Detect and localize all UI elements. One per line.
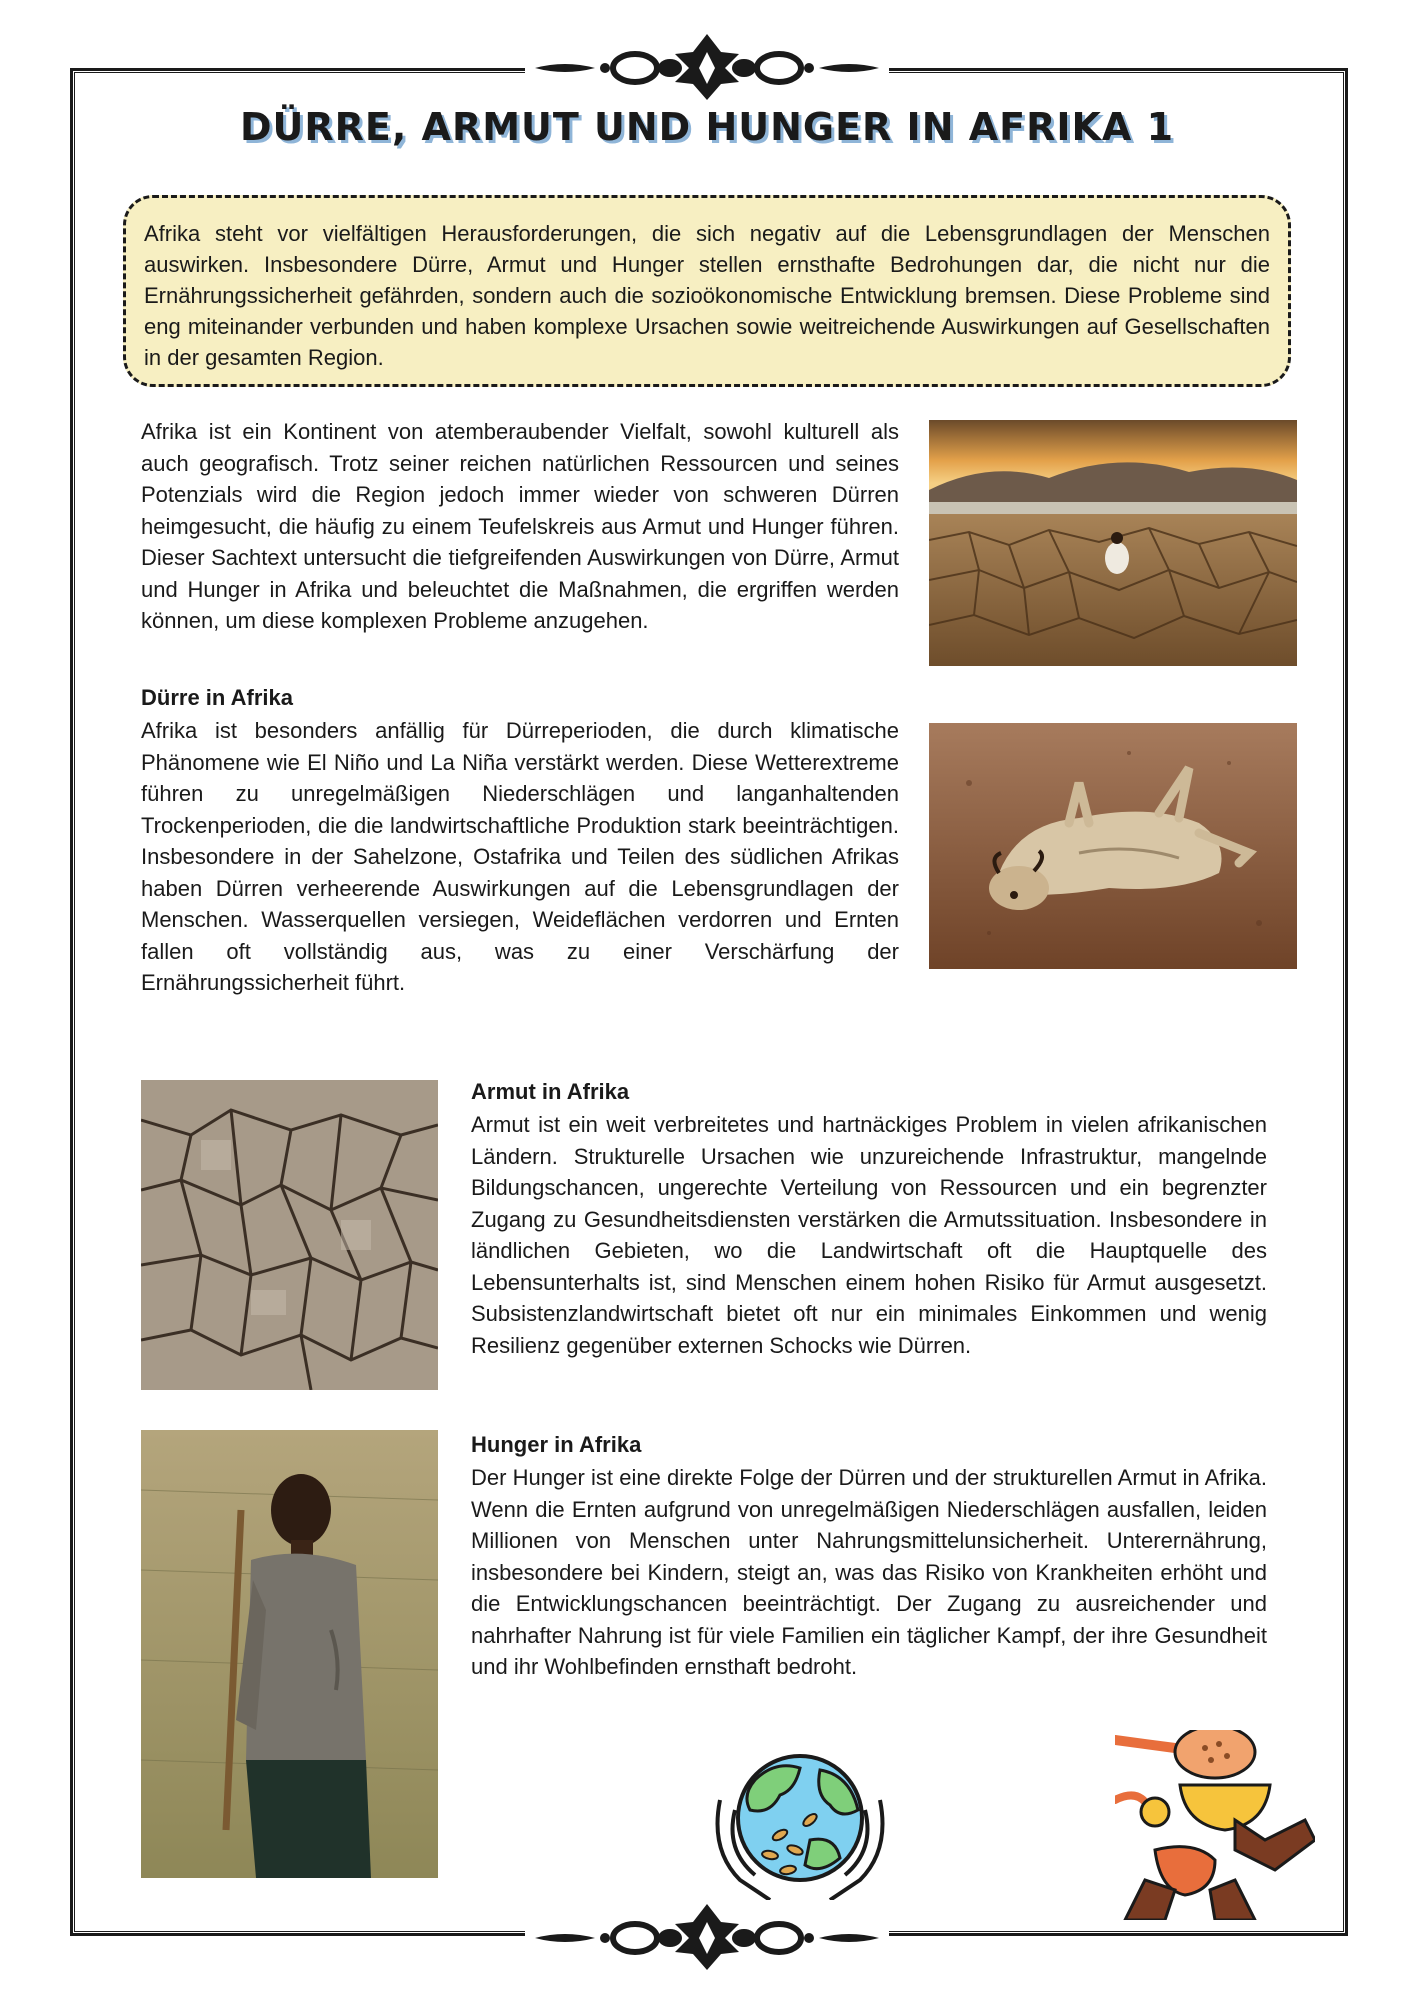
globe-in-hands-icon	[700, 1740, 900, 1900]
dead-cattle-photo	[929, 723, 1297, 969]
ornament-bottom-icon	[525, 1900, 889, 1970]
poverty-heading: Armut in Afrika	[471, 1079, 630, 1104]
intro-text: Afrika steht vor vielfältigen Herausforderungen, die sich negativ auf die Lebensgrundlagen der Menschen auswirken. Insbesondere Dürre, Armut und Hunger stellen ernsthafte Bedrohungen dar, die nicht nur die Ernährungssicherheit gefährden, sondern auch die sozioökonomische Entwicklung bremsen. Diese Probleme sind eng miteinander verbunden und haben komplexe Ursachen sowie weitreichende Auswirkungen auf Gesellschaften in der gesamten Region.	[144, 221, 1270, 370]
cracked-earth-photo	[141, 1080, 438, 1390]
page-title: DÜRRE, ARMUT UND HUNGER IN AFRIKA 1	[239, 105, 1175, 149]
hunger-text: Der Hunger ist eine direkte Folge der Dürren und der strukturellen Armut in Afrika. Wenn die Ernten aufgrund von unregelmäßigen Niederschlägen ausfallen, leiden Millionen von Menschen unter Nahrungsmittelunsicherheit. Unterernährung, insbesondere bei Kindern, steigt an, was das Risiko von Krankheiten erhöht und die Entwicklungschancen beeinträchtigt. Der Zugang zu ausreichender und nahrhafter Nahrung ist für viele Familien ein täglicher Kampf, der ihre Gesundheit und ihr Wohlbefinden ernsthaft bedroht.	[471, 1465, 1267, 1679]
child-photo	[141, 1430, 438, 1878]
hunger-heading: Hunger in Afrika	[471, 1432, 642, 1457]
drought-heading: Dürre in Afrika	[141, 685, 294, 710]
ornament-top-icon	[525, 30, 889, 100]
drought-text: Afrika ist besonders anfällig für Dürreperioden, die durch klimatische Phänomene wie El Niño und La Niña verstärkt werden. Diese Wetterextreme führen zu unregelmäßigen Niederschlägen und langanhaltenden Trockenperioden, die die landwirtschaftliche Produktion stark beeinträchtigen. Insbesondere in der Sahelzone, Ostafrika und Teilen des südlichen Afrikas haben Dürren verheerende Auswirkungen auf die Lebensgrundlagen der Menschen. Wasserquellen versiegen, Weideflächen verdorren und Ernten fallen oft vollständig aus, was zu einer Verschärfung der Ernährungssicherheit führt.	[141, 718, 899, 995]
intro-box	[123, 195, 1291, 387]
poverty-text: Armut ist ein weit verbreitetes und hartnäckiges Problem in vielen afrikanischen Ländern. Strukturelle Ursachen wie unzureichende Infrastruktur, mangelnde Bildungschancen, ungerechte Verteilung von Ressourcen und ein begrenzter Zugang zu Gesundheitsdiensten verstärken die Armutssituation. Insbesondere in ländlichen Gebieten, wo die Landwirtschaft oft die Hauptquelle des Lebensunterhalts ist, sind Menschen einem hohen Risiko für Armut ausgesetzt. Subsistenzlandwirtschaft bietet oft nur ein minimales Einkommen und wenig Resilienz gegenüber externen Schocks wie Dürren.	[471, 1112, 1267, 1358]
drought-landscape-photo	[929, 420, 1297, 666]
food-aid-icon	[1115, 1730, 1315, 1920]
intro-paragraph: Afrika ist ein Kontinent von atemberaubender Vielfalt, sowohl kulturell als auch geografisch. Trotz seiner reichen natürlichen Ressourcen und seines Potenzials wird die Region jedoch immer wieder von schweren Dürren heimgesucht, die häufig zu einem Teufelskreis aus Armut und Hunger führen. Dieser Sachtext untersucht die tiefgreifenden Auswirkungen von Dürre, Armut und Hunger in Afrika und beleuchtet die Maßnahmen, die ergriffen werden können, um diese komplexen Probleme anzugehen.	[141, 419, 899, 633]
